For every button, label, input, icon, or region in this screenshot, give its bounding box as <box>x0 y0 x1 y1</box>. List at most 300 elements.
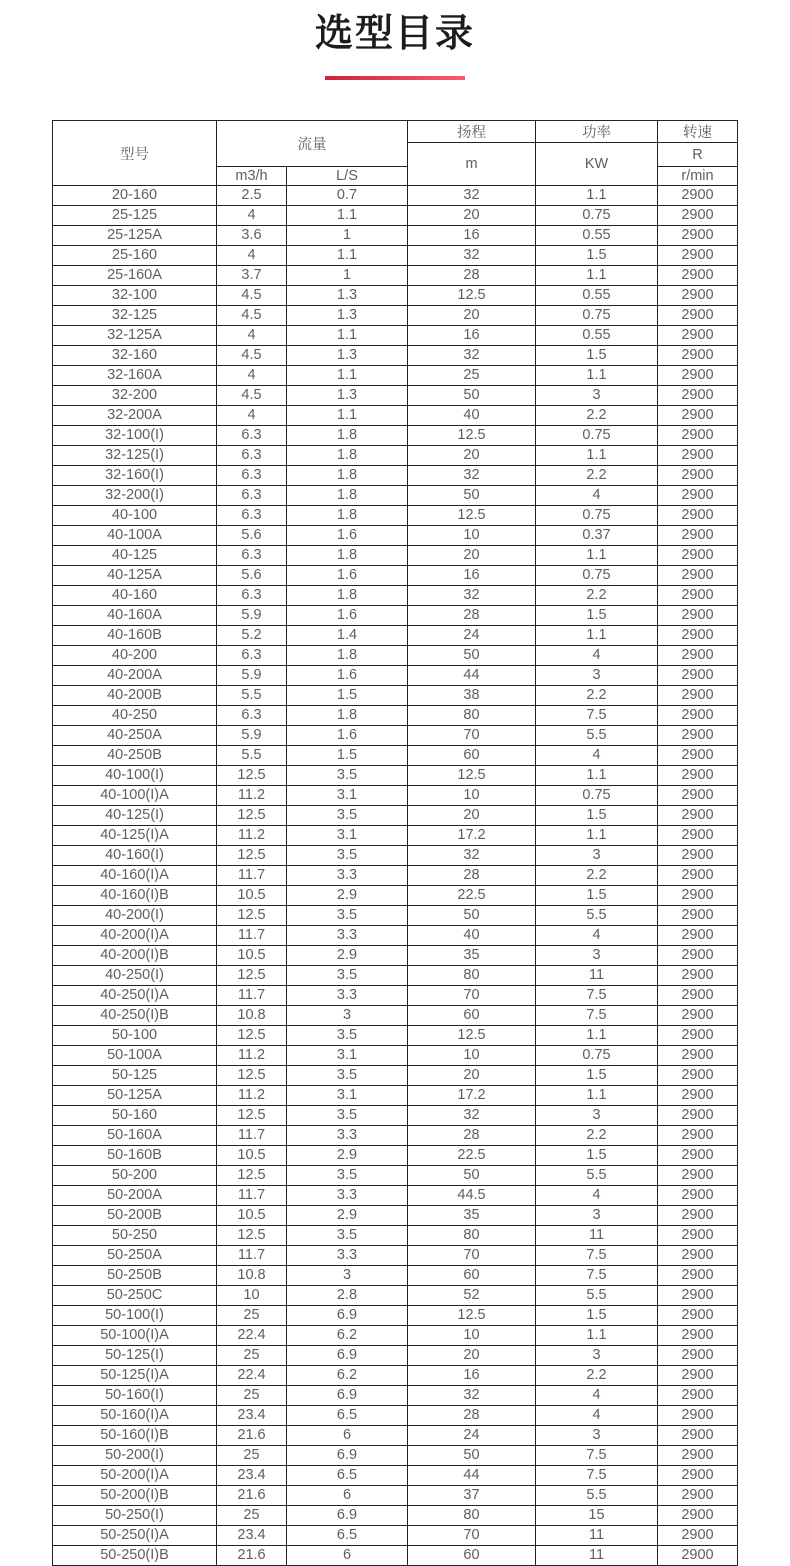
model-cell: 50-125 <box>53 1066 217 1086</box>
flow-m3h-cell: 5.5 <box>217 746 287 766</box>
model-cell: 50-250B <box>53 1266 217 1286</box>
power-cell: 15 <box>536 1506 658 1526</box>
model-cell: 50-200(I)A <box>53 1466 217 1486</box>
power-cell: 4 <box>536 746 658 766</box>
flow-ls-cell: 6.9 <box>287 1346 408 1366</box>
table-row <box>53 1346 738 1366</box>
flow-ls-cell: 3.5 <box>287 966 408 986</box>
model-cell: 50-100A <box>53 1046 217 1066</box>
flow-ls-cell: 3.5 <box>287 1026 408 1046</box>
flow-m3h-cell: 12.5 <box>217 1066 287 1086</box>
speed-cell: 2900 <box>658 1146 738 1166</box>
table-row <box>53 626 738 646</box>
power-cell: 3 <box>536 1106 658 1126</box>
power-cell: 2.2 <box>536 466 658 486</box>
speed-cell: 2900 <box>658 366 738 386</box>
model-cell: 40-160B <box>53 626 217 646</box>
head-cell: 50 <box>408 1166 536 1186</box>
head-cell: 70 <box>408 726 536 746</box>
table-row <box>53 826 738 846</box>
power-cell: 5.5 <box>536 726 658 746</box>
head-cell: 44 <box>408 1466 536 1486</box>
flow-ls-cell: 3.1 <box>287 1046 408 1066</box>
flow-m3h-cell: 3.7 <box>217 266 287 286</box>
model-cell: 40-250(I) <box>53 966 217 986</box>
power-cell: 1.5 <box>536 886 658 906</box>
flow-ls-cell: 3.1 <box>287 1086 408 1106</box>
power-cell: 1.5 <box>536 1306 658 1326</box>
power-cell: 4 <box>536 1406 658 1426</box>
table-row <box>53 1426 738 1446</box>
table-row <box>53 866 738 886</box>
model-cell: 40-250(I)A <box>53 986 217 1006</box>
power-cell: 1.1 <box>536 446 658 466</box>
head-cell: 12.5 <box>408 1306 536 1326</box>
power-cell: 0.75 <box>536 566 658 586</box>
flow-m3h-cell: 21.6 <box>217 1426 287 1446</box>
table-row <box>53 1446 738 1466</box>
title-underline <box>325 76 465 80</box>
header-head-unit: m <box>408 143 536 186</box>
power-cell: 7.5 <box>536 1446 658 1466</box>
speed-cell: 2900 <box>658 806 738 826</box>
flow-ls-cell: 6 <box>287 1546 408 1566</box>
flow-m3h-cell: 10.5 <box>217 886 287 906</box>
speed-cell: 2900 <box>658 1346 738 1366</box>
header-model: 型号 <box>53 121 217 186</box>
flow-ls-cell: 6.5 <box>287 1406 408 1426</box>
speed-cell: 2900 <box>658 186 738 206</box>
head-cell: 16 <box>408 566 536 586</box>
flow-m3h-cell: 11.2 <box>217 1086 287 1106</box>
power-cell: 1.1 <box>536 1086 658 1106</box>
speed-cell: 2900 <box>658 1466 738 1486</box>
head-cell: 70 <box>408 1526 536 1546</box>
head-cell: 20 <box>408 446 536 466</box>
flow-ls-cell: 6.2 <box>287 1326 408 1346</box>
model-cell: 50-200A <box>53 1186 217 1206</box>
speed-cell: 2900 <box>658 1046 738 1066</box>
model-cell: 40-200(I)A <box>53 926 217 946</box>
speed-cell: 2900 <box>658 266 738 286</box>
flow-ls-cell: 1.1 <box>287 326 408 346</box>
power-cell: 4 <box>536 926 658 946</box>
flow-m3h-cell: 23.4 <box>217 1466 287 1486</box>
model-cell: 50-160 <box>53 1106 217 1126</box>
power-cell: 2.2 <box>536 686 658 706</box>
flow-m3h-cell: 4.5 <box>217 386 287 406</box>
head-cell: 50 <box>408 1446 536 1466</box>
head-cell: 20 <box>408 1066 536 1086</box>
flow-ls-cell: 1.8 <box>287 466 408 486</box>
power-cell: 3 <box>536 846 658 866</box>
power-cell: 7.5 <box>536 1266 658 1286</box>
flow-m3h-cell: 10.8 <box>217 1006 287 1026</box>
flow-ls-cell: 1.6 <box>287 726 408 746</box>
table-row <box>53 366 738 386</box>
model-cell: 50-250 <box>53 1226 217 1246</box>
flow-m3h-cell: 10.5 <box>217 1146 287 1166</box>
head-cell: 10 <box>408 1326 536 1346</box>
model-cell: 25-160 <box>53 246 217 266</box>
header-head: 扬程 <box>408 121 536 143</box>
table-row <box>53 1246 738 1266</box>
speed-cell: 2900 <box>658 466 738 486</box>
table-row <box>53 1286 738 1306</box>
power-cell: 0.75 <box>536 306 658 326</box>
speed-cell: 2900 <box>658 946 738 966</box>
speed-cell: 2900 <box>658 446 738 466</box>
flow-m3h-cell: 12.5 <box>217 846 287 866</box>
power-cell: 0.55 <box>536 286 658 306</box>
head-cell: 28 <box>408 1406 536 1426</box>
head-cell: 10 <box>408 786 536 806</box>
speed-cell: 2900 <box>658 326 738 346</box>
table-row <box>53 1326 738 1346</box>
model-cell: 50-100(I)A <box>53 1326 217 1346</box>
table-row <box>53 706 738 726</box>
speed-cell: 2900 <box>658 206 738 226</box>
model-cell: 40-100 <box>53 506 217 526</box>
model-cell: 32-200(I) <box>53 486 217 506</box>
power-cell: 3 <box>536 1206 658 1226</box>
flow-m3h-cell: 12.5 <box>217 1026 287 1046</box>
flow-m3h-cell: 12.5 <box>217 806 287 826</box>
model-cell: 40-250 <box>53 706 217 726</box>
head-cell: 20 <box>408 806 536 826</box>
head-cell: 32 <box>408 346 536 366</box>
flow-ls-cell: 1.3 <box>287 286 408 306</box>
flow-ls-cell: 1 <box>287 226 408 246</box>
flow-ls-cell: 6.2 <box>287 1366 408 1386</box>
table-row <box>53 1526 738 1546</box>
table-row <box>53 346 738 366</box>
power-cell: 1.5 <box>536 346 658 366</box>
model-cell: 40-125(I) <box>53 806 217 826</box>
flow-ls-cell: 1.5 <box>287 686 408 706</box>
head-cell: 28 <box>408 266 536 286</box>
table-row <box>53 526 738 546</box>
flow-m3h-cell: 11.7 <box>217 1126 287 1146</box>
model-cell: 40-250B <box>53 746 217 766</box>
model-cell: 50-250A <box>53 1246 217 1266</box>
flow-ls-cell: 6 <box>287 1486 408 1506</box>
flow-ls-cell: 0.7 <box>287 186 408 206</box>
power-cell: 3 <box>536 946 658 966</box>
flow-ls-cell: 3.5 <box>287 766 408 786</box>
speed-cell: 2900 <box>658 686 738 706</box>
flow-m3h-cell: 2.5 <box>217 186 287 206</box>
flow-m3h-cell: 6.3 <box>217 506 287 526</box>
model-cell: 40-160A <box>53 606 217 626</box>
header-power: 功率 <box>536 121 658 143</box>
head-cell: 40 <box>408 406 536 426</box>
model-cell: 40-200 <box>53 646 217 666</box>
head-cell: 20 <box>408 206 536 226</box>
flow-ls-cell: 2.9 <box>287 1146 408 1166</box>
flow-ls-cell: 6.9 <box>287 1386 408 1406</box>
table-row <box>53 646 738 666</box>
power-cell: 0.55 <box>536 226 658 246</box>
flow-m3h-cell: 11.2 <box>217 826 287 846</box>
model-cell: 32-125 <box>53 306 217 326</box>
table-row <box>53 1166 738 1186</box>
head-cell: 60 <box>408 1266 536 1286</box>
power-cell: 2.2 <box>536 406 658 426</box>
model-cell: 32-200 <box>53 386 217 406</box>
flow-m3h-cell: 6.3 <box>217 486 287 506</box>
flow-ls-cell: 3.5 <box>287 1066 408 1086</box>
model-cell: 50-200 <box>53 1166 217 1186</box>
flow-m3h-cell: 4 <box>217 366 287 386</box>
head-cell: 24 <box>408 626 536 646</box>
flow-m3h-cell: 5.9 <box>217 606 287 626</box>
head-cell: 25 <box>408 366 536 386</box>
flow-ls-cell: 3.3 <box>287 866 408 886</box>
flow-m3h-cell: 10 <box>217 1286 287 1306</box>
flow-ls-cell: 3.3 <box>287 1246 408 1266</box>
flow-ls-cell: 3.3 <box>287 986 408 1006</box>
flow-m3h-cell: 11.7 <box>217 1186 287 1206</box>
table-row <box>53 1506 738 1526</box>
flow-ls-cell: 6.5 <box>287 1526 408 1546</box>
flow-m3h-cell: 12.5 <box>217 1106 287 1126</box>
table-row <box>53 306 738 326</box>
power-cell: 5.5 <box>536 1166 658 1186</box>
power-cell: 11 <box>536 1526 658 1546</box>
table-row <box>53 1206 738 1226</box>
flow-ls-cell: 3 <box>287 1266 408 1286</box>
head-cell: 60 <box>408 746 536 766</box>
flow-ls-cell: 2.9 <box>287 886 408 906</box>
flow-m3h-cell: 4 <box>217 246 287 266</box>
head-cell: 35 <box>408 1206 536 1226</box>
head-cell: 50 <box>408 646 536 666</box>
flow-ls-cell: 6.9 <box>287 1446 408 1466</box>
power-cell: 1.1 <box>536 766 658 786</box>
header-speed-unit-rmin: r/min <box>658 167 738 186</box>
head-cell: 80 <box>408 706 536 726</box>
speed-cell: 2900 <box>658 1126 738 1146</box>
head-cell: 37 <box>408 1486 536 1506</box>
head-cell: 52 <box>408 1286 536 1306</box>
flow-m3h-cell: 22.4 <box>217 1326 287 1346</box>
flow-m3h-cell: 25 <box>217 1386 287 1406</box>
head-cell: 16 <box>408 1366 536 1386</box>
table-row <box>53 1486 738 1506</box>
power-cell: 11 <box>536 1226 658 1246</box>
flow-ls-cell: 6.5 <box>287 1466 408 1486</box>
speed-cell: 2900 <box>658 786 738 806</box>
flow-ls-cell: 3.5 <box>287 846 408 866</box>
speed-cell: 2900 <box>658 1446 738 1466</box>
table-row <box>53 406 738 426</box>
power-cell: 0.75 <box>536 786 658 806</box>
speed-cell: 2900 <box>658 646 738 666</box>
table-row <box>53 446 738 466</box>
model-cell: 25-160A <box>53 266 217 286</box>
head-cell: 44 <box>408 666 536 686</box>
flow-ls-cell: 1.6 <box>287 606 408 626</box>
flow-m3h-cell: 5.9 <box>217 666 287 686</box>
table-row <box>53 1366 738 1386</box>
model-cell: 50-200(I)B <box>53 1486 217 1506</box>
flow-m3h-cell: 12.5 <box>217 906 287 926</box>
speed-cell: 2900 <box>658 926 738 946</box>
head-cell: 12.5 <box>408 506 536 526</box>
model-cell: 32-125(I) <box>53 446 217 466</box>
table-row <box>53 786 738 806</box>
model-cell: 40-160(I) <box>53 846 217 866</box>
power-cell: 1.1 <box>536 546 658 566</box>
header-flow: 流量 <box>217 121 408 167</box>
speed-cell: 2900 <box>658 486 738 506</box>
head-cell: 32 <box>408 246 536 266</box>
table-row <box>53 1266 738 1286</box>
table-row <box>53 1226 738 1246</box>
flow-m3h-cell: 6.3 <box>217 546 287 566</box>
table-row <box>53 266 738 286</box>
power-cell: 7.5 <box>536 706 658 726</box>
model-cell: 25-125A <box>53 226 217 246</box>
speed-cell: 2900 <box>658 566 738 586</box>
head-cell: 24 <box>408 1426 536 1446</box>
flow-m3h-cell: 10.5 <box>217 1206 287 1226</box>
model-cell: 50-160(I)A <box>53 1406 217 1426</box>
speed-cell: 2900 <box>658 246 738 266</box>
speed-cell: 2900 <box>658 1386 738 1406</box>
head-cell: 20 <box>408 306 536 326</box>
head-cell: 12.5 <box>408 766 536 786</box>
model-cell: 32-125A <box>53 326 217 346</box>
flow-m3h-cell: 22.4 <box>217 1366 287 1386</box>
speed-cell: 2900 <box>658 1486 738 1506</box>
power-cell: 3 <box>536 386 658 406</box>
power-cell: 5.5 <box>536 906 658 926</box>
head-cell: 10 <box>408 1046 536 1066</box>
power-cell: 7.5 <box>536 1466 658 1486</box>
power-cell: 4 <box>536 646 658 666</box>
table-row <box>53 966 738 986</box>
flow-m3h-cell: 11.2 <box>217 786 287 806</box>
table-row <box>53 226 738 246</box>
flow-ls-cell: 2.9 <box>287 946 408 966</box>
power-cell: 1.5 <box>536 806 658 826</box>
head-cell: 20 <box>408 1346 536 1366</box>
speed-cell: 2900 <box>658 906 738 926</box>
power-cell: 1.5 <box>536 606 658 626</box>
header-flow-unit-ls: L/S <box>287 167 408 186</box>
header-speed: 转速 <box>658 121 738 143</box>
table-row <box>53 886 738 906</box>
head-cell: 12.5 <box>408 426 536 446</box>
flow-m3h-cell: 6.3 <box>217 426 287 446</box>
power-cell: 1.1 <box>536 626 658 646</box>
table-row <box>53 386 738 406</box>
table-row <box>53 1006 738 1026</box>
flow-ls-cell: 3.5 <box>287 906 408 926</box>
speed-cell: 2900 <box>658 1186 738 1206</box>
speed-cell: 2900 <box>658 1026 738 1046</box>
flow-ls-cell: 3.3 <box>287 926 408 946</box>
table-row <box>53 426 738 446</box>
flow-ls-cell: 3.1 <box>287 826 408 846</box>
model-cell: 32-160(I) <box>53 466 217 486</box>
speed-cell: 2900 <box>658 1366 738 1386</box>
head-cell: 38 <box>408 686 536 706</box>
model-cell: 40-250A <box>53 726 217 746</box>
flow-ls-cell: 1.8 <box>287 426 408 446</box>
flow-ls-cell: 1.3 <box>287 386 408 406</box>
table-row <box>53 606 738 626</box>
power-cell: 2.2 <box>536 866 658 886</box>
model-cell: 32-100(I) <box>53 426 217 446</box>
power-cell: 2.2 <box>536 1126 658 1146</box>
flow-m3h-cell: 4.5 <box>217 286 287 306</box>
table-row <box>53 666 738 686</box>
table-row <box>53 326 738 346</box>
head-cell: 80 <box>408 966 536 986</box>
power-cell: 7.5 <box>536 986 658 1006</box>
head-cell: 17.2 <box>408 1086 536 1106</box>
head-cell: 20 <box>408 546 536 566</box>
power-cell: 1.5 <box>536 1146 658 1166</box>
model-cell: 50-125(I)A <box>53 1366 217 1386</box>
flow-m3h-cell: 5.6 <box>217 526 287 546</box>
power-cell: 1.5 <box>536 1066 658 1086</box>
head-cell: 28 <box>408 606 536 626</box>
model-cell: 40-125(I)A <box>53 826 217 846</box>
power-cell: 2.2 <box>536 1366 658 1386</box>
speed-cell: 2900 <box>658 966 738 986</box>
model-cell: 40-160 <box>53 586 217 606</box>
head-cell: 17.2 <box>408 826 536 846</box>
speed-cell: 2900 <box>658 746 738 766</box>
power-cell: 0.75 <box>536 206 658 226</box>
table-row <box>53 506 738 526</box>
speed-cell: 2900 <box>658 886 738 906</box>
speed-cell: 2900 <box>658 546 738 566</box>
power-cell: 11 <box>536 1546 658 1566</box>
head-cell: 60 <box>408 1546 536 1566</box>
model-cell: 40-100(I) <box>53 766 217 786</box>
model-cell: 50-200(I) <box>53 1446 217 1466</box>
head-cell: 50 <box>408 906 536 926</box>
head-cell: 70 <box>408 986 536 1006</box>
table-row <box>53 686 738 706</box>
flow-ls-cell: 1.4 <box>287 626 408 646</box>
head-cell: 40 <box>408 926 536 946</box>
speed-cell: 2900 <box>658 1406 738 1426</box>
flow-ls-cell: 1.1 <box>287 406 408 426</box>
head-cell: 28 <box>408 866 536 886</box>
flow-ls-cell: 1 <box>287 266 408 286</box>
flow-ls-cell: 3.5 <box>287 1166 408 1186</box>
flow-m3h-cell: 12.5 <box>217 966 287 986</box>
power-cell: 11 <box>536 966 658 986</box>
speed-cell: 2900 <box>658 1266 738 1286</box>
model-cell: 50-250(I)A <box>53 1526 217 1546</box>
flow-m3h-cell: 5.5 <box>217 686 287 706</box>
model-cell: 25-125 <box>53 206 217 226</box>
model-cell: 50-100 <box>53 1026 217 1046</box>
model-cell: 50-200B <box>53 1206 217 1226</box>
head-cell: 35 <box>408 946 536 966</box>
flow-ls-cell: 3.1 <box>287 786 408 806</box>
speed-cell: 2900 <box>658 1426 738 1446</box>
speed-cell: 2900 <box>658 1086 738 1106</box>
speed-cell: 2900 <box>658 726 738 746</box>
